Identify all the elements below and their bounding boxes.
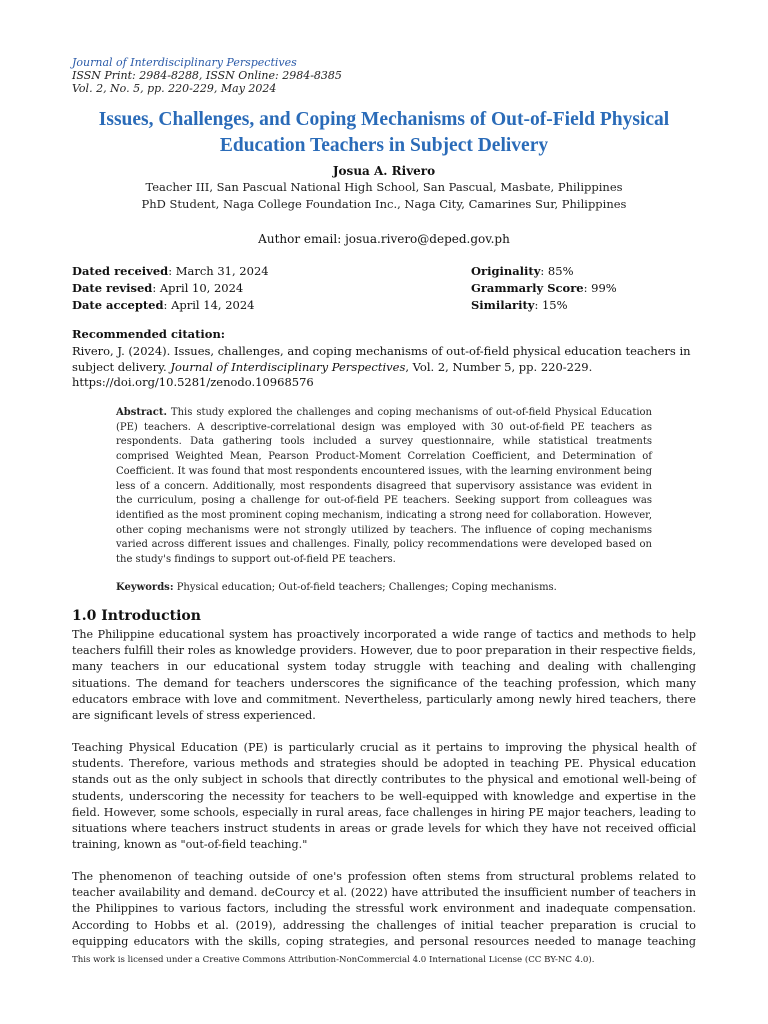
intro-paragraph-1: The Philippine educational system has proactively incorporated a wide range of tactics and methods to help teachers fulfill their roles as knowledge providers. However, due to poor preparation in their respective fields, many teachers in our educational system today struggle with teaching and dealing with challenging situations. The demand for teachers underscores the significance of the teaching profession, which many educators embrace with love and commitment. Nevertheless, particularly among newly hired teachers, there are significant levels of stress experienced. xyxy=(72,628,696,723)
journal-header xyxy=(72,56,342,95)
author-name: Josua A. Rivero xyxy=(332,164,436,178)
citation-heading: Recommended citation: xyxy=(72,327,226,341)
date-received-value: : March 31, 2024 xyxy=(168,264,269,278)
keywords-text: Physical education; Out-of-field teachers; Challenges; Coping mechanisms. xyxy=(173,582,557,593)
originality-value: : 85% xyxy=(540,264,574,278)
journal-name[interactable]: Journal of Interdisciplinary Perspectives xyxy=(72,56,297,69)
affiliation-2: PhD Student, Naga College Foundation Inc., Naga City, Camarines Sur, Philippines xyxy=(141,197,627,211)
author-email-line xyxy=(0,232,768,246)
date-accepted xyxy=(72,297,269,314)
section-heading-introduction: 1.0 Introduction xyxy=(72,608,201,624)
article-title: Issues, Challenges, and Coping Mechanisms of Out-of-Field Physical Education Teachers in Subject Delivery xyxy=(98,109,670,156)
date-revised-value: : April 10, 2024 xyxy=(152,281,244,295)
citation-journal: Journal of Interdisciplinary Perspectives xyxy=(170,359,406,374)
date-accepted-value: : April 14, 2024 xyxy=(163,298,255,312)
similarity-label: Similarity xyxy=(471,298,535,312)
citation-part-1: Rivero, J. (2024). Issues, challenges, and coping mechanisms of out-of-field physical education teachers in subject delivery. xyxy=(72,344,691,374)
grammarly-value: : 99% xyxy=(583,281,617,295)
issn-line: ISSN Print: 2984-8288, ISSN Online: 2984-8385 xyxy=(72,69,342,82)
author-email-link[interactable]: josua.rivero@deped.gov.ph xyxy=(345,232,510,246)
intro-paragraph-3: The phenomenon of teaching outside of one's profession often stems from structural problems related to teacher availability and demand. deCourcy et al. (2022) have attributed the insufficient number of teachers in the Philippines to various factors, including the stressful work environment and inadequate compensation. According to Hobbs et al. (2019), addressing the challenges of initial teacher preparation is crucial to equipping educators with the skills, coping strategies, and personal resources needed to manage teaching xyxy=(72,870,696,948)
license-footer[interactable]: This work is licensed under a Creative Commons Attribution-NonCommercial 4.0 International License (CC BY-NC 4.0). xyxy=(72,955,595,965)
volume-line: Vol. 2, No. 5, pp. 220-229, May 2024 xyxy=(72,82,277,95)
citation-text xyxy=(72,344,700,391)
scores-block xyxy=(471,263,617,314)
intro-paragraph-2: Teaching Physical Education (PE) is particularly crucial as it pertains to improving the physical health of students. Therefore, various methods and strategies should be adopted in teaching PE. Physical education stands out as the only subject in schools that directly contributes to the physical and emotional well-being of students, underscoring the necessity for teachers to be well-equipped with knowledge and expertise in the field. However, some schools, especially in rural areas, face challenges in hiring PE major teachers, leading to situations where teachers instruct students in areas or grade levels for which they have not received official training, known as "out-of-field teaching." xyxy=(72,741,696,852)
abstract-text: This study explored the challenges and coping mechanisms of out-of-field Physical Education (PE) teachers. A descriptive-correlational design was employed with 30 out-of-field PE teachers as respondents. Data gathering tools included a survey questionnaire, while statistical treatments comprised Weighted Mean, Pearson Product-Moment Correlation Coefficient, and Determination of Coefficient. It was found that most respondents encountered issues, with the learning environment being less of a concern. Additionally, most respondents disagreed that supervisory assistance was evident in the curriculum, posing a challenge for out-of-field PE teachers. Seeking support from colleagues was identified as the most prominent coping mechanism, indicating a strong need for collaboration. However, other coping mechanisms were not strongly utilized by teachers. The influence of coping mechanisms varied across different issues and challenges. Finally, policy recommendations were developed based on the study's findings to support out-of-field PE teachers. xyxy=(116,407,652,566)
keywords-label: Keywords: xyxy=(116,582,174,593)
date-accepted-label: Date accepted xyxy=(72,298,164,312)
dates-block xyxy=(72,263,269,314)
doi-link[interactable]: https://doi.org/10.5281/zenodo.10968576 xyxy=(72,375,314,389)
originality-score xyxy=(471,263,617,280)
date-received xyxy=(72,263,269,280)
grammarly-label: Grammarly Score xyxy=(471,281,584,295)
keywords xyxy=(116,582,557,593)
date-received-label: Dated received xyxy=(72,264,169,278)
similarity-score xyxy=(471,297,617,314)
originality-label: Originality xyxy=(471,264,541,278)
date-revised-label: Date revised xyxy=(72,281,153,295)
email-label: Author email: xyxy=(258,232,346,246)
grammarly-score xyxy=(471,280,617,297)
abstract xyxy=(116,406,652,568)
affiliation-1: Teacher III, San Pascual National High School, San Pascual, Masbate, Philippines xyxy=(145,180,623,194)
date-revised xyxy=(72,280,269,297)
abstract-label: Abstract. xyxy=(116,407,167,418)
similarity-value: : 15% xyxy=(534,298,568,312)
citation-part-2: , Vol. 2, Number 5, pp. 220-229. xyxy=(405,359,593,374)
